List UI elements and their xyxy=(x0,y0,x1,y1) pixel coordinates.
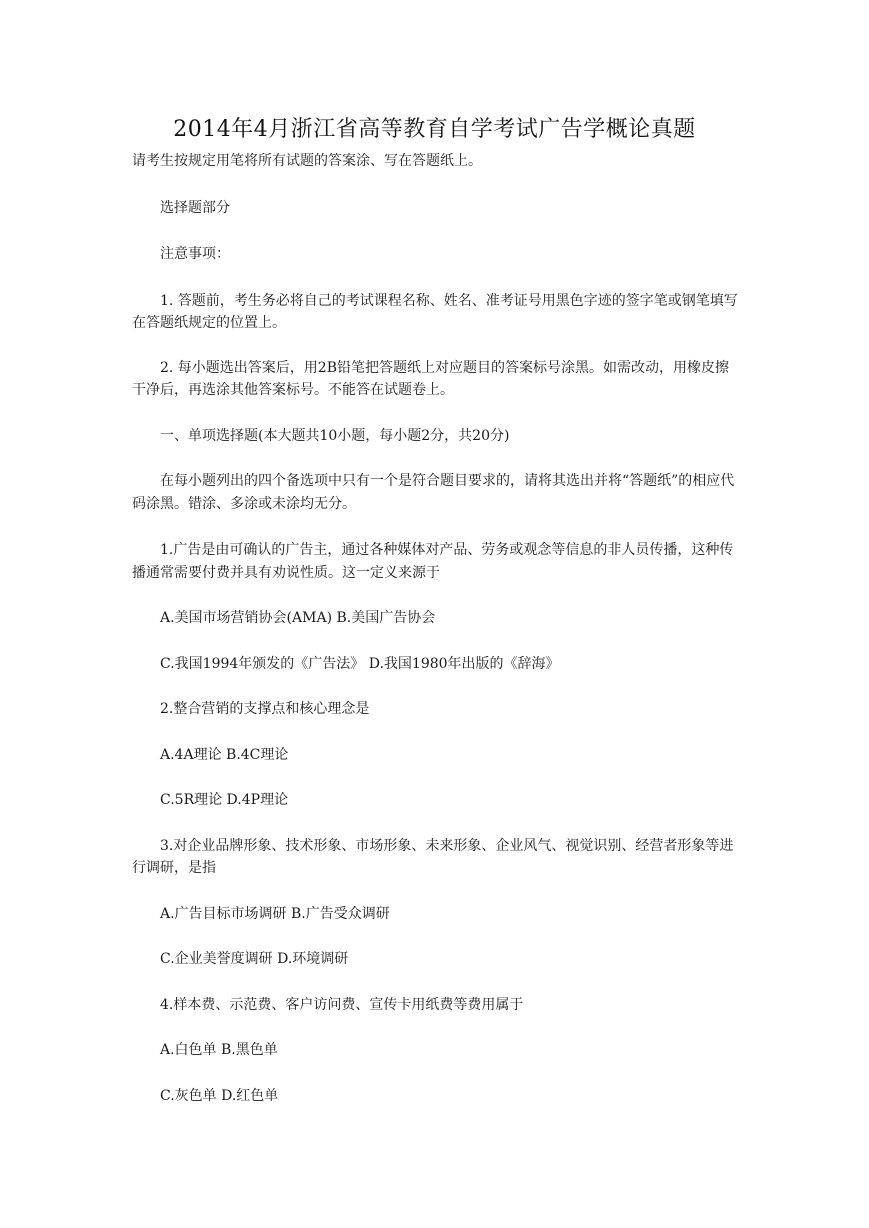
document-body xyxy=(132,150,742,1107)
note-1: 1. 答题前，考生务必将自己的考试课程名称、姓名、准考证号用黑色字迹的签字笔或钢笔填写在答题纸规定的位置上。 xyxy=(132,292,738,331)
question-stem: 1.广告是由可确认的广告主，通过各种媒体对产品、劳务或观念等信息的非人员传播，这种传播通常需要付费并具有劝说性质。这一定义来源于 xyxy=(132,542,734,581)
note-2: 2. 每小题选出答案后，用2B铅笔把答题纸上对应题目的答案标号涂黑。如需改动，用橡皮擦干净后，再选涂其他答案标号。不能答在试题卷上。 xyxy=(132,359,730,398)
question-stem: 3.对企业品牌形象、技术形象、市场形象、未来形象、企业风气、视觉识别、经营者形象等进行调研，是指 xyxy=(132,837,734,876)
question-options: C.企业美誉度调研 D.环境调研 xyxy=(160,951,349,967)
page-title: 2014年4月浙江省高等教育自学考试广告学概论真题 xyxy=(173,117,696,142)
notes-heading: 注意事项： xyxy=(160,246,230,262)
question-options: A.美国市场营销协会(AMA) B.美国广告协会 xyxy=(160,610,436,626)
question-options: A.广告目标市场调研 B.广告受众调研 xyxy=(160,905,390,922)
part-heading: 一、单项选择题(本大题共10小题，每小题2分，共20分) xyxy=(160,427,510,444)
part-instructions: 在每小题列出的四个备选项中只有一个是符合题目要求的，请将其选出并将“答题纸”的相应代码涂黑。错涂、多涂或未涂均无分。 xyxy=(132,473,735,512)
question-stem: 4.样本费、示范费、客户访问费、宣传卡用纸费等费用属于 xyxy=(160,996,524,1013)
intro-text: 请考生按规定用笔将所有试题的答案涂、写在答题纸上。 xyxy=(132,153,482,169)
question-stem: 2.整合营销的支撑点和核心理念是 xyxy=(160,701,370,717)
question-options: C.灰色单 D.红色单 xyxy=(160,1087,279,1104)
question-options: A.4A理论 B.4C理论 xyxy=(160,746,289,763)
section-title: 选择题部分 xyxy=(160,199,230,216)
question-options: C.5R理论 D.4P理论 xyxy=(160,792,289,808)
question-options: C.我国1994年颁发的《广告法》 D.我国1980年出版的《辞海》 xyxy=(160,655,560,672)
question-options: A.白色单 B.黑色单 xyxy=(160,1042,278,1058)
